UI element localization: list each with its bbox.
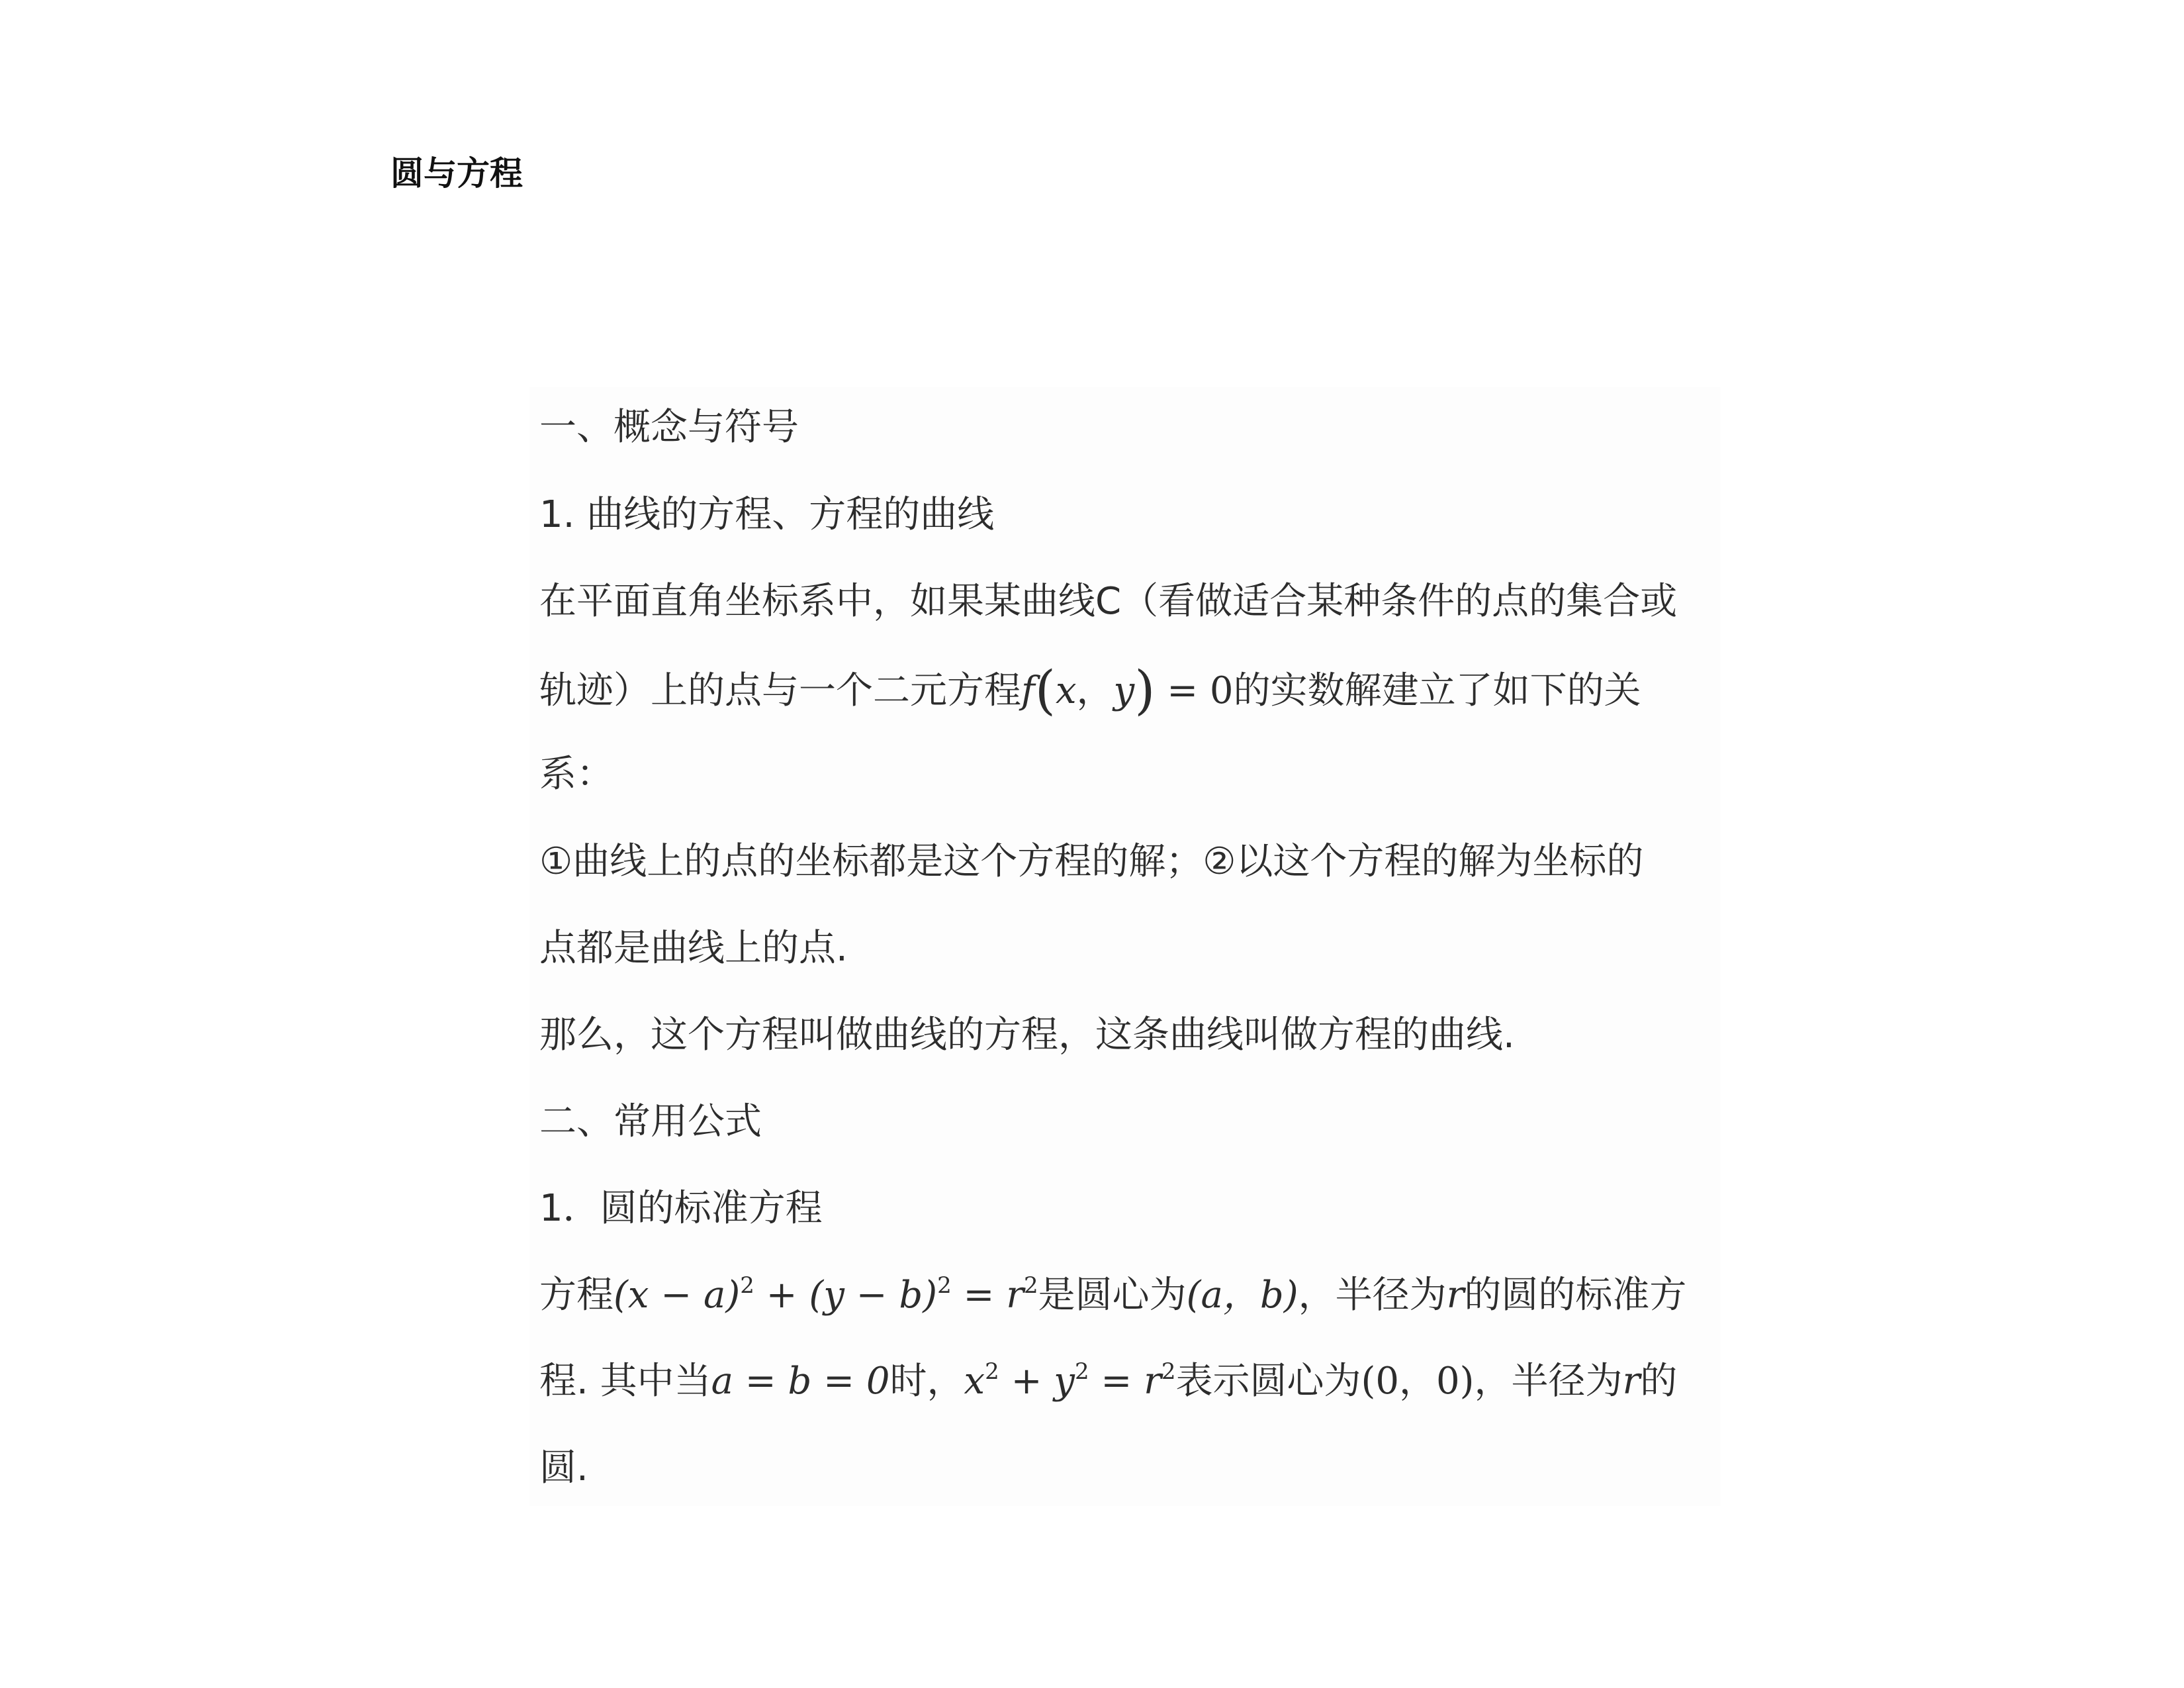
- exponent-2: 2: [985, 1358, 999, 1385]
- equals-zero: = 0: [1155, 669, 1234, 712]
- center-point: (a，b): [1186, 1274, 1298, 1317]
- paragraph1-line2: [539, 659, 1641, 721]
- document-title: 圆与方程: [390, 154, 523, 193]
- origin-point: (0，0): [1361, 1360, 1475, 1403]
- equation-line2-text-when: 时，: [889, 1360, 964, 1403]
- section2-heading: 二、常用公式: [539, 1100, 762, 1143]
- term-plus-y: + y: [999, 1360, 1075, 1403]
- exponent-2: 2: [740, 1272, 754, 1299]
- paragraph1-line3: 系：: [539, 753, 614, 796]
- section1-subheading: 1. 曲线的方程、方程的曲线: [539, 493, 995, 536]
- paragraph3: 那么，这个方程叫做曲线的方程，这条曲线叫做方程的曲线.: [539, 1013, 1515, 1056]
- equation-line2: [539, 1355, 1677, 1408]
- equation-line2-prefix: 程. 其中当: [539, 1360, 711, 1403]
- equation-line1: [539, 1269, 1686, 1322]
- comma-separator: ，: [1076, 669, 1114, 712]
- variable-x: x: [1055, 669, 1077, 712]
- equation-line1-text-radius: ，半径为: [1298, 1274, 1447, 1317]
- variable-y: y: [1113, 669, 1135, 712]
- equation-line1-prefix: 方程: [539, 1274, 614, 1317]
- equation-line1-text-mid: 是圆心为: [1038, 1274, 1187, 1317]
- term-x: x: [964, 1360, 985, 1403]
- section1-heading: 一、概念与符号: [539, 406, 799, 449]
- exponent-2: 2: [1161, 1358, 1176, 1385]
- function-f: f: [1021, 669, 1035, 712]
- equation-line3: 圆.: [539, 1446, 588, 1489]
- paragraph1-line2-text-end: 的实数解建立了如下的关: [1233, 669, 1641, 712]
- equation-line2-text-radius: ，半径为: [1474, 1360, 1623, 1403]
- term-y-minus-b: + (y − b): [754, 1274, 938, 1317]
- equation-line2-text-end: 的: [1640, 1360, 1678, 1403]
- section2-subheading: 1．圆的标准方程: [539, 1187, 823, 1230]
- radius-r: r: [1446, 1274, 1465, 1317]
- paragraph1-line2-text-start: 轨迹）上的点与一个二元方程: [539, 669, 1021, 712]
- paragraph2-line1: ①曲线上的点的坐标都是这个方程的解；②以这个方程的解为坐标的: [539, 840, 1644, 883]
- radius-r: r: [1622, 1360, 1641, 1403]
- right-paren: ): [1134, 659, 1156, 721]
- term-equals-r: = r: [1089, 1360, 1161, 1403]
- exponent-2: 2: [1074, 1358, 1089, 1385]
- condition-a-b-zero: a = b = 0: [711, 1360, 890, 1403]
- equation-line2-text-mid: 表示圆心为: [1175, 1360, 1361, 1403]
- exponent-2: 2: [1024, 1272, 1038, 1299]
- exponent-2: 2: [937, 1272, 952, 1299]
- paragraph1-line1: 在平面直角坐标系中，如果某曲线C（看做适合某种条件的点的集合或: [539, 580, 1678, 623]
- left-paren: (: [1034, 659, 1056, 721]
- equation-line1-text-end: 的圆的标准方: [1464, 1274, 1687, 1317]
- term-equals-r: = r: [951, 1274, 1024, 1317]
- term-x-minus-a: (x − a): [614, 1274, 741, 1317]
- paragraph2-line2: 点都是曲线上的点.: [539, 927, 848, 970]
